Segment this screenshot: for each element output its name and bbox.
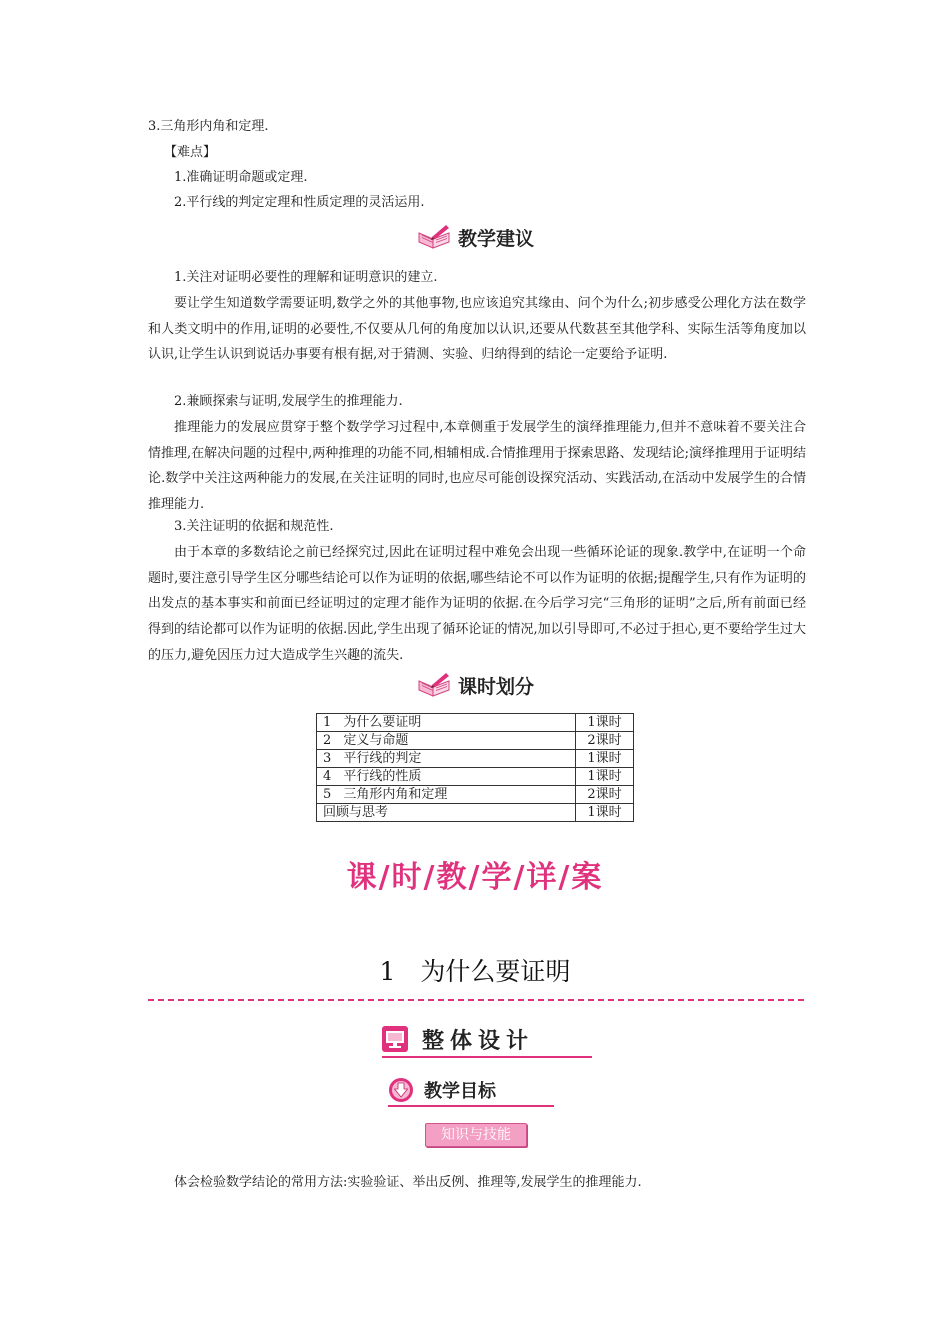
- row-hours: 1课时: [576, 714, 634, 732]
- dashed-divider: [148, 999, 804, 1001]
- row-title: 为什么要证明: [337, 714, 575, 732]
- row-title: 平行线的性质: [337, 768, 575, 786]
- advice-point-2-body: 推理能力的发展应贯穿于整个数学学习过程中,本章侧重于发展学生的演绎推理能力,但并不意味着不要关注合情推理,在解决问题的过程中,两种推理的功能不同,相辅相成.合情推理用于探索思路、发现结论;演绎推理用于证明结论.数学中关注这两种能力的发展,在关注证明的同时,也应尽可能创设探究活动、实践活动,在活动中发展学生的合情推理能力.: [148, 420, 806, 513]
- row-hours: 2课时: [576, 786, 634, 804]
- row-number: 2: [317, 732, 338, 750]
- overall-design-heading: [382, 1022, 592, 1058]
- teaching-goals-title: 教学目标: [424, 1081, 496, 1102]
- monitor-icon: [382, 1026, 408, 1052]
- row-number: 5: [317, 786, 338, 804]
- advice-point-1-body: 要让学生知道数学需要证明,数学之外的其他事物,也应该追究其缘由、问个为什么;初步感受公理化方法在数学和人类文明中的作用,证明的必要性,不仅要从几何的角度加以认识,还要从代数甚至其他学科、实际生活等角度加以认识,让学生认识到说话办事要有根有据,对于猜测、实验、归纳得到的结论一定要给予证明.: [148, 296, 806, 363]
- table-row: [317, 732, 634, 750]
- book-pencil-icon: [416, 224, 452, 250]
- row-hours: 2课时: [576, 732, 634, 750]
- schedule-heading: [0, 670, 950, 700]
- row-number: 3: [317, 750, 338, 768]
- knowledge-skills-text: 体会检验数学结论的常用方法:实验验证、举出反例、推理等,发展学生的推理能力.: [174, 1175, 642, 1190]
- row-title: 回顾与思考: [317, 804, 576, 822]
- row-number: 4: [317, 768, 338, 786]
- table-row: [317, 750, 634, 768]
- lesson-title: 1 为什么要证明: [379, 957, 571, 986]
- row-hours: 1课时: [576, 768, 634, 786]
- row-hours: 1课时: [576, 750, 634, 768]
- row-number: 1: [317, 714, 338, 732]
- advice-point-3-title: 3.关注证明的依据和规范性.: [174, 519, 334, 534]
- row-title: 平行线的判定: [337, 750, 575, 768]
- row-hours: 1课时: [576, 804, 634, 822]
- table-row: [317, 768, 634, 786]
- knowledge-skills-badge: 知识与技能: [425, 1123, 527, 1147]
- key-point-item-3: 3.三角形内角和定理.: [148, 119, 269, 134]
- advice-point-2-title: 2.兼顾探索与证明,发展学生的推理能力.: [174, 394, 403, 409]
- difficulty-item-1: 1.准确证明命题或定理.: [174, 170, 308, 185]
- teaching-advice-title: 教学建议: [457, 227, 534, 250]
- row-title: 定义与命题: [337, 732, 575, 750]
- overall-design-title: 整体设计: [422, 1028, 535, 1054]
- teaching-advice-heading: [0, 222, 950, 252]
- schedule-title: 课时划分: [457, 675, 534, 698]
- down-arrow-circle-icon: [388, 1077, 414, 1103]
- table-row: [317, 804, 634, 822]
- lesson-plans-banner: 课/时/教/学/详/案: [346, 860, 604, 895]
- book-pencil-icon: [416, 672, 452, 698]
- advice-point-1-title: 1.关注对证明必要性的理解和证明意识的建立.: [174, 270, 438, 285]
- teaching-goals-heading: [388, 1075, 554, 1107]
- table-row: [317, 786, 634, 804]
- difficulty-item-2: 2.平行线的判定定理和性质定理的灵活运用.: [174, 195, 425, 210]
- table-row: [317, 714, 634, 732]
- difficulties-label: 【难点】: [164, 145, 217, 160]
- lesson-schedule-table: [316, 713, 634, 822]
- row-title: 三角形内角和定理: [337, 786, 575, 804]
- advice-point-3-body: 由于本章的多数结论之前已经探究过,因此在证明过程中难免会出现一些循环论证的现象.教学中,在证明一个命题时,要注意引导学生区分哪些结论可以作为证明的依据,哪些结论不可以作为证明的依据;提醒学生,只有作为证明的出发点的基本事实和前面已经证明过的定理才能作为证明的依据.在今后学习完“三角形的证明”之后,所有前面已经得到的结论都可以作为证明的依据.因此,学生出现了循环论证的情况,加以引导即可,不必过于担心,更不要给学生过大的压力,避免因压力过大造成学生兴趣的流失.: [148, 545, 806, 663]
